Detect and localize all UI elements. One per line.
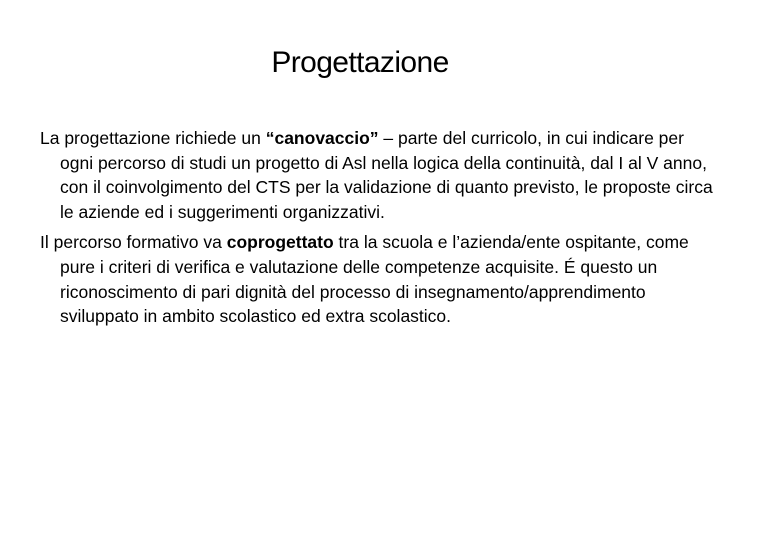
paragraph-2-text-end: tra la scuola e l’azienda/ente ospitante, come pure i criteri di verifica e valutazione delle competenze acquisite. É questo un riconoscimento di pari dignità del processo di insegnamento/apprendimento sviluppato in ambito scolastico ed extra scolastico. [60, 232, 689, 327]
paragraph-2-bold-term: coprogettato [226, 232, 334, 253]
paragraph-2-text-start: Il percorso formativo va [40, 232, 227, 253]
slide-title: Progettazione [271, 46, 449, 79]
paragraph-1-text-end: – parte del curricolo, in cui indicare per ogni percorso di studi un progetto di Asl nella logica della continuità, dal I al V anno, con il coinvolgimento del CTS per la validazione di quanto previsto, le proposte circa le aziende ed i suggerimenti organizzativi. [60, 128, 713, 222]
paragraph-1-text-start: La progettazione richiede un [40, 128, 266, 148]
slide-body [40, 126, 720, 335]
paragraph-1 [40, 126, 720, 224]
paragraph-2 [40, 230, 720, 328]
paragraph-1-bold-term: “canovaccio” [265, 128, 379, 148]
